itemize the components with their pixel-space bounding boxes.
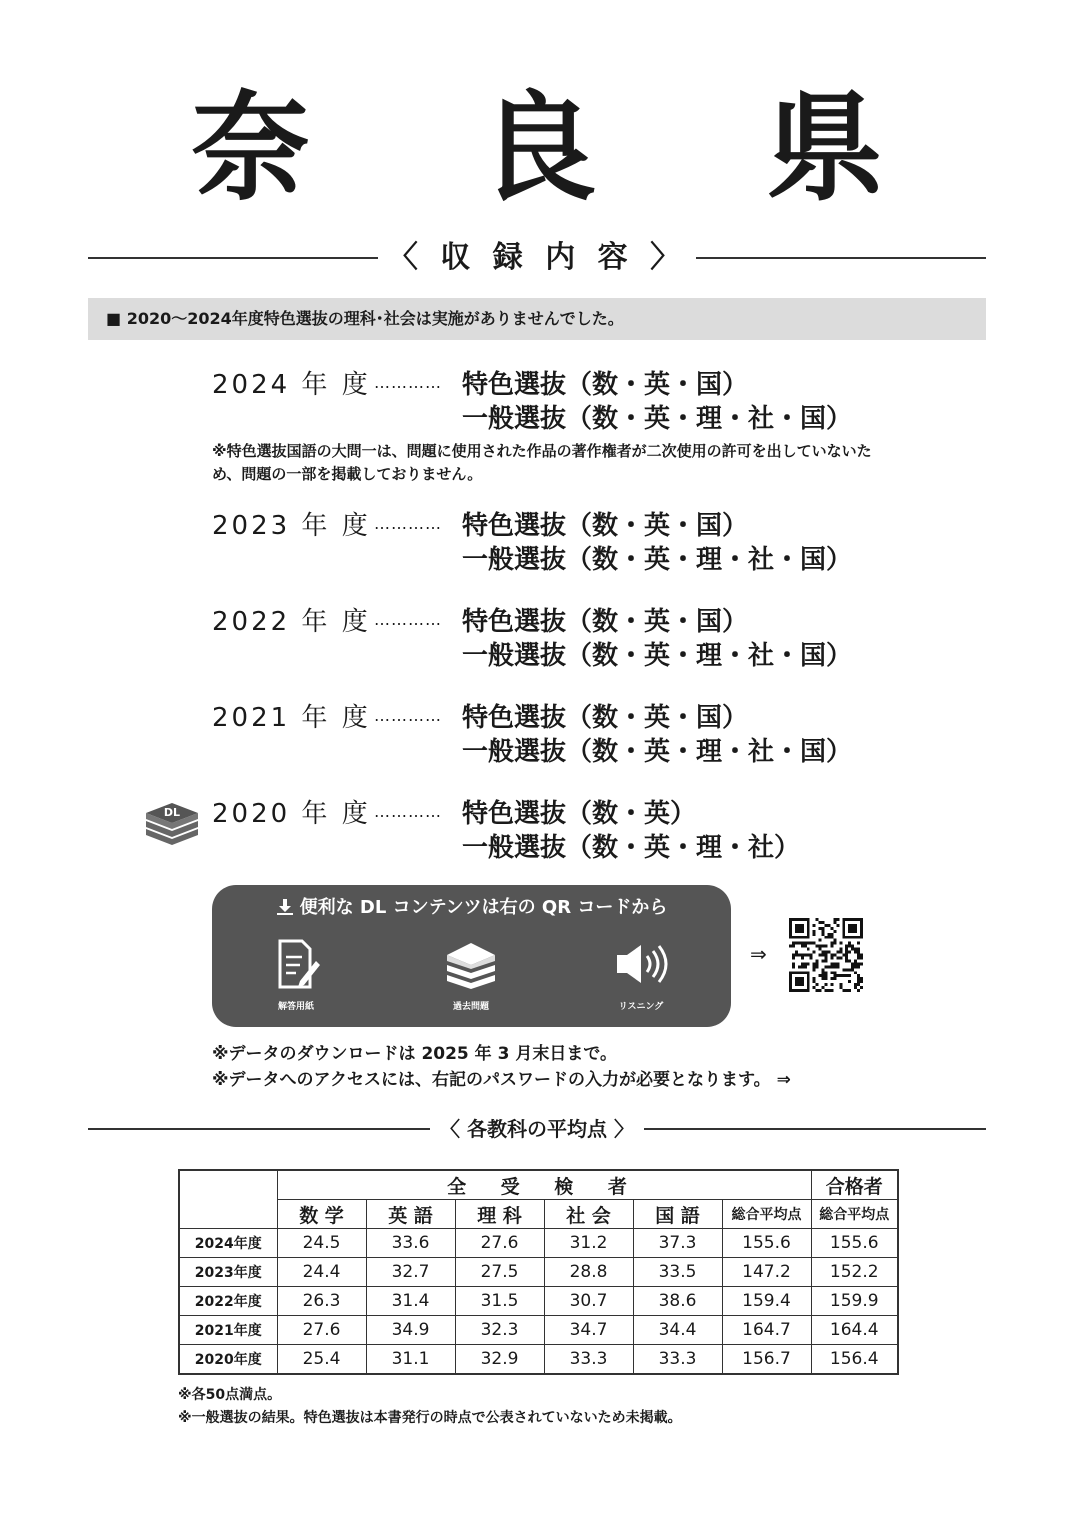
col-header: 数 学 xyxy=(277,1200,366,1229)
col-header: 英 語 xyxy=(366,1200,455,1229)
cell: 24.4 xyxy=(277,1258,366,1287)
cell: 33.5 xyxy=(633,1258,722,1287)
dl-note-password: ※データへのアクセスには、右記のパスワードの入力が必要となります。 ⇒ xyxy=(212,1070,791,1090)
table-row xyxy=(179,1345,898,1375)
dl-item-answer-sheet[interactable] xyxy=(236,937,356,1012)
dl-item-caption: リスニング xyxy=(618,1002,664,1012)
cell: 27.6 xyxy=(455,1229,544,1258)
table-note-general: ※一般選抜の結果。特色選抜は本書発行の時点で公表されていないため未掲載。 xyxy=(178,1410,682,1426)
exam-special: 特色選抜（数・英・国） xyxy=(462,703,749,733)
table-corner-cell xyxy=(179,1170,277,1229)
dl-box-heading-text: 便利な DL コンテンツは右の QR コードから xyxy=(299,897,668,918)
table-row xyxy=(179,1316,898,1345)
cell: 34.7 xyxy=(544,1316,633,1345)
cell: 32.7 xyxy=(366,1258,455,1287)
download-icon xyxy=(276,898,294,921)
cell: 32.9 xyxy=(455,1345,544,1375)
page-title: 奈 良 県 xyxy=(191,79,948,217)
cell: 159.9 xyxy=(811,1287,898,1316)
cell: 31.1 xyxy=(366,1345,455,1375)
cell: 34.4 xyxy=(633,1316,722,1345)
cell: 152.2 xyxy=(811,1258,898,1287)
cell: 28.8 xyxy=(544,1258,633,1287)
row-year: 2021年度 xyxy=(179,1316,277,1345)
header-passers: 合格者 xyxy=(811,1170,898,1200)
year-block-2023 xyxy=(212,509,912,577)
cell: 164.4 xyxy=(811,1316,898,1345)
notice-bar: ■ 2020～2024年度特色選抜の理科･社会は実施がありませんでした。 xyxy=(88,298,986,340)
table-note-max-score: ※各50点満点。 xyxy=(178,1387,282,1403)
dl-badge-text: DL xyxy=(163,806,181,819)
exam-special: 特色選抜（数・英・国） xyxy=(462,370,749,400)
cell: 30.7 xyxy=(544,1287,633,1316)
leader-dots: ………… xyxy=(374,706,442,725)
leader-dots: ………… xyxy=(374,610,442,629)
exam-general: 一般選抜（数・英・理・社・国） xyxy=(462,545,853,575)
speaker-icon xyxy=(581,937,701,997)
cell: 25.4 xyxy=(277,1345,366,1375)
year-block-2024 xyxy=(212,368,912,486)
year-block-2021 xyxy=(212,701,912,769)
leader-dots: ………… xyxy=(374,514,442,533)
cell: 34.9 xyxy=(366,1316,455,1345)
dl-books-icon xyxy=(142,795,202,847)
book-stack-icon xyxy=(411,937,531,997)
col-header: 国 語 xyxy=(633,1200,722,1229)
cell: 33.6 xyxy=(366,1229,455,1258)
dl-note-deadline: ※データのダウンロードは 2025 年 3 月末日まで。 xyxy=(212,1044,618,1064)
year-label: 2023 年 度 xyxy=(212,511,371,541)
dl-notes xyxy=(212,1041,912,1093)
document-pen-icon xyxy=(236,937,356,997)
year-label: 2022 年 度 xyxy=(212,607,371,637)
year-note: ※特色選抜国語の大問一は、問題に使用された作品の著作権者が二次使用の許可を出していないため、問題の一部を掲載しておりません。 xyxy=(212,442,872,483)
table-row xyxy=(179,1258,898,1287)
table-row xyxy=(179,1229,898,1258)
cell: 38.6 xyxy=(633,1287,722,1316)
cell: 33.3 xyxy=(544,1345,633,1375)
cell: 155.6 xyxy=(811,1229,898,1258)
year-label: 2024 年 度 xyxy=(212,370,371,400)
leader-dots: ………… xyxy=(374,802,442,821)
section-title-contents: 〈 収 録 内 容 〉 xyxy=(378,240,696,275)
table-notes xyxy=(178,1384,682,1430)
section-header-averages xyxy=(88,1109,986,1149)
exam-general: 一般選抜（数・英・理・社） xyxy=(462,833,801,863)
dl-box-heading xyxy=(212,893,731,921)
cell: 37.3 xyxy=(633,1229,722,1258)
table-row xyxy=(179,1287,898,1316)
section-header-contents xyxy=(88,238,986,278)
leader-dots: ………… xyxy=(374,373,442,392)
cell: 24.5 xyxy=(277,1229,366,1258)
year-block-2022 xyxy=(212,605,912,673)
exam-general: 一般選抜（数・英・理・社・国） xyxy=(462,641,853,671)
qr-code-icon[interactable] xyxy=(789,918,863,992)
exam-special: 特色選抜（数・英・国） xyxy=(462,607,749,637)
row-year: 2022年度 xyxy=(179,1287,277,1316)
cell: 26.3 xyxy=(277,1287,366,1316)
col-header: 総合平均点 xyxy=(722,1200,811,1229)
dl-item-caption: 過去問題 xyxy=(452,1002,489,1012)
cell: 159.4 xyxy=(722,1287,811,1316)
cell: 147.2 xyxy=(722,1258,811,1287)
cell: 156.4 xyxy=(811,1345,898,1375)
cell: 155.6 xyxy=(722,1229,811,1258)
cell: 156.7 xyxy=(722,1345,811,1375)
row-year: 2020年度 xyxy=(179,1345,277,1375)
exam-special: 特色選抜（数・英・国） xyxy=(462,511,749,541)
dl-item-caption: 解答用紙 xyxy=(277,1002,314,1012)
section-title-averages: 〈 各教科の平均点 〉 xyxy=(430,1117,644,1141)
dl-item-listening[interactable] xyxy=(581,937,701,1012)
exam-general: 一般選抜（数・英・理・社・国） xyxy=(462,737,853,767)
cell: 33.3 xyxy=(633,1345,722,1375)
year-label: 2021 年 度 xyxy=(212,703,371,733)
exam-general: 一般選抜（数・英・理・社・国） xyxy=(462,404,853,434)
row-year: 2024年度 xyxy=(179,1229,277,1258)
col-header: 理 科 xyxy=(455,1200,544,1229)
exam-special: 特色選抜（数・英） xyxy=(462,799,697,829)
cell: 31.2 xyxy=(544,1229,633,1258)
cell: 31.5 xyxy=(455,1287,544,1316)
header-all-examinees: 全 受 検 者 xyxy=(277,1170,811,1200)
cell: 164.7 xyxy=(722,1316,811,1345)
cell: 32.3 xyxy=(455,1316,544,1345)
cell: 31.4 xyxy=(366,1287,455,1316)
dl-contents-box xyxy=(212,885,731,1027)
year-block-2020 xyxy=(212,797,912,865)
col-header: 総合平均点 xyxy=(811,1200,898,1229)
cell: 27.6 xyxy=(277,1316,366,1345)
average-scores-table xyxy=(178,1169,899,1375)
year-label: 2020 年 度 xyxy=(212,799,371,829)
col-header: 社 会 xyxy=(544,1200,633,1229)
dl-item-past-exams[interactable] xyxy=(411,937,531,1012)
cell: 27.5 xyxy=(455,1258,544,1287)
row-year: 2023年度 xyxy=(179,1258,277,1287)
qr-arrow: ⇒ xyxy=(750,942,767,966)
